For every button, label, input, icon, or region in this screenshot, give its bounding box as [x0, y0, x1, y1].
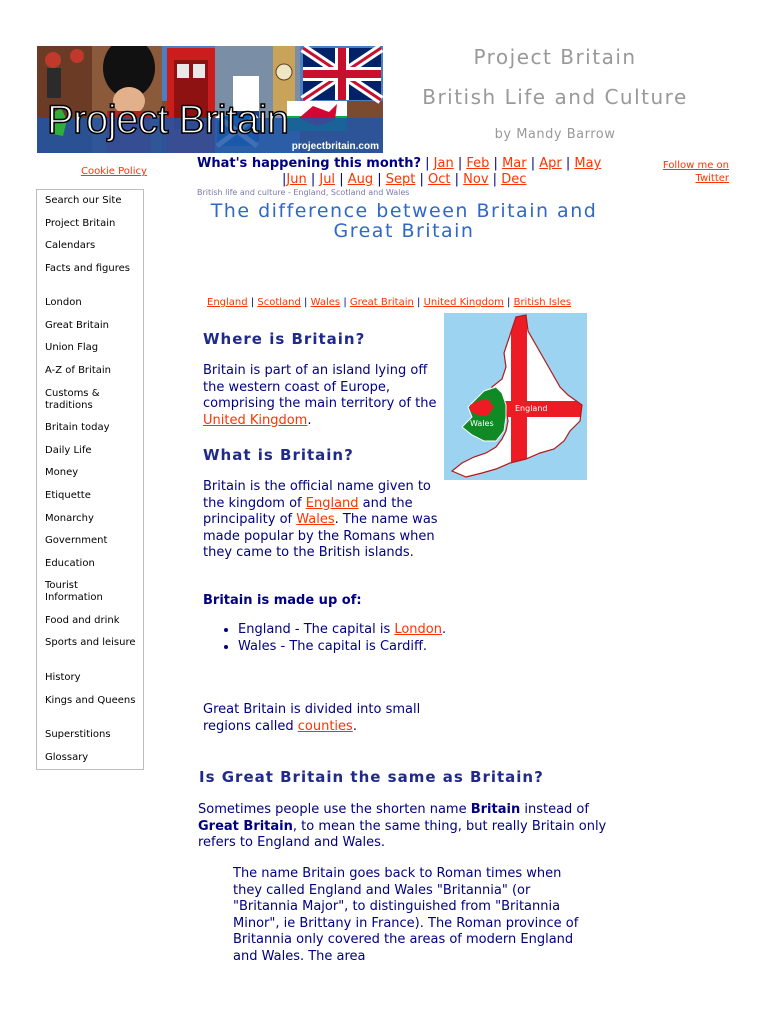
- month-link-jun[interactable]: Jun: [286, 172, 307, 187]
- months-nav-row2: |Jun | Jul | Aug | Sept | Oct | Nov | Dec: [282, 172, 527, 187]
- month-link-feb[interactable]: Feb: [466, 156, 490, 171]
- map-label-wales: Wales: [470, 419, 494, 428]
- list-item: [238, 622, 448, 639]
- where-text: Britain is part of an island lying off the western coast of Europe, comprising the main territory of the: [203, 363, 437, 411]
- england-wales-map: [444, 313, 587, 480]
- sidebar-item-britain-today[interactable]: Britain today: [45, 422, 110, 433]
- section-link-england[interactable]: England: [207, 297, 248, 308]
- banner-logo-text: Project Britain: [47, 98, 289, 142]
- month-link-dec[interactable]: Dec: [501, 172, 527, 187]
- where-heading: Where is Britain?: [203, 330, 366, 348]
- sidebar-item-union-flag[interactable]: Union Flag: [45, 342, 99, 353]
- sidebar-item-daily-life[interactable]: Daily Life: [45, 445, 92, 456]
- counties-end: .: [352, 718, 357, 734]
- same-heading: Is Great Britain the same as Britain?: [199, 768, 544, 786]
- month-link-may[interactable]: May: [574, 156, 602, 171]
- cookie-policy-link[interactable]: Cookie Policy: [81, 166, 147, 177]
- site-title: Project Britain: [473, 45, 637, 69]
- counties-link[interactable]: counties: [297, 718, 353, 734]
- sidebar-item-kings[interactable]: Kings and Queens: [45, 695, 136, 706]
- sidebar-item-food[interactable]: Food and drink: [45, 615, 120, 626]
- project-britain-banner[interactable]: [37, 46, 383, 153]
- where-end: .: [307, 412, 312, 428]
- what-text-3: . The name was made popular by the Romans when they came to the British islands.: [203, 512, 438, 560]
- sidebar-item-tourist[interactable]: Tourist Information: [45, 580, 103, 603]
- sidebar-item-glossary[interactable]: Glossary: [45, 752, 89, 763]
- follow-twitter-link[interactable]: Follow me on Twitter: [662, 160, 729, 184]
- section-links: England | Scotland | Wales | Great Britain | United Kingdom | British Isles: [207, 297, 572, 308]
- tagline: British life and culture - England, Scotland and Wales: [197, 188, 410, 197]
- where-paragraph: [203, 363, 438, 429]
- sidebar-item-monarchy[interactable]: Monarchy: [45, 513, 94, 524]
- site-author: by Mandy Barrow: [494, 127, 616, 142]
- same-text-2: instead of: [520, 802, 589, 817]
- made-up-heading: Britain is made up of:: [203, 593, 362, 608]
- page-title: The difference between Britain and Great Britain: [210, 200, 598, 242]
- sidebar-item-history[interactable]: History: [45, 672, 81, 683]
- sidebar-item-london[interactable]: London: [45, 297, 82, 308]
- part-wales-text: Wales - The capital is Cardiff.: [238, 638, 428, 654]
- roman-paragraph: The name Britain goes back to Roman times when they called England and Wales "Britannia" (or "Britannia Major", to distinguished from "Britannia Minor", ie Brittany in France). The Roman province of Britannia only covered the areas of modern England and Wales. The area: [233, 866, 579, 964]
- months-nav-row1: What's happening this month? | Jan | Feb | Mar | Apr | May: [197, 156, 602, 171]
- map-label-england: England: [515, 404, 548, 413]
- same-bold-2: Great Britain: [198, 818, 293, 834]
- month-link-jan[interactable]: Jan: [433, 156, 454, 171]
- part-england-text: England - The capital is: [238, 622, 395, 637]
- sidebar-item-great-britain[interactable]: Great Britain: [45, 320, 109, 331]
- sidebar-item-search[interactable]: Search our Site: [45, 195, 122, 206]
- same-bold-1: Britain: [470, 802, 521, 817]
- what-text-2: and the principality of: [203, 495, 413, 527]
- wales-link[interactable]: Wales: [296, 512, 335, 527]
- section-link-united-kingdom[interactable]: United Kingdom: [423, 297, 504, 308]
- part-england-end: .: [442, 622, 447, 637]
- what-paragraph: [203, 479, 438, 562]
- month-link-oct[interactable]: Oct: [428, 172, 451, 187]
- month-link-jul[interactable]: Jul: [319, 172, 336, 187]
- sidebar-item-facts[interactable]: Facts and figures: [45, 263, 130, 274]
- what-heading: What is Britain?: [203, 446, 354, 464]
- counties-paragraph: [203, 702, 438, 735]
- month-link-apr[interactable]: Apr: [539, 156, 562, 171]
- england-link[interactable]: England: [305, 495, 359, 511]
- what-text-1: Britain is the official name given to the kingdom of: [203, 479, 431, 511]
- sidebar-item-a-z[interactable]: A-Z of Britain: [45, 365, 111, 376]
- site-subtitle: British Life and Culture: [422, 85, 688, 109]
- month-link-aug[interactable]: Aug: [347, 172, 374, 187]
- sidebar-item-etiquette[interactable]: Etiquette: [45, 490, 91, 501]
- month-link-mar[interactable]: Mar: [502, 156, 527, 171]
- sidebar-item-government[interactable]: Government: [45, 535, 108, 546]
- counties-text: Great Britain is divided into small regions called: [203, 702, 421, 734]
- sidebar-item-sports[interactable]: Sports and leisure: [45, 637, 136, 648]
- banner-url-text: projectbritain.com: [291, 141, 379, 152]
- sidebar-item-calendars[interactable]: Calendars: [45, 240, 96, 251]
- month-link-sept[interactable]: Sept: [385, 172, 416, 187]
- sidebar-item-education[interactable]: Education: [45, 558, 95, 569]
- united-kingdom-link[interactable]: United Kingdom: [203, 412, 308, 428]
- parts-list: [220, 622, 448, 655]
- sidebar-nav: [36, 189, 144, 770]
- same-paragraph: [198, 802, 608, 852]
- sidebar-item-project-britain[interactable]: Project Britain: [45, 218, 116, 229]
- sidebar-item-superstitions[interactable]: Superstitions: [45, 729, 111, 740]
- list-item: [238, 639, 448, 656]
- sidebar-item-customs[interactable]: Customs & traditions: [45, 388, 100, 411]
- section-link-great-britain[interactable]: Great Britain: [349, 297, 414, 308]
- same-text-3: , to mean the same thing, but really Britain only refers to England and Wales.: [198, 818, 607, 850]
- section-link-scotland[interactable]: Scotland: [257, 297, 301, 308]
- months-label: What's happening this month?: [197, 156, 422, 171]
- same-text-1: Sometimes people use the shorten name: [198, 802, 471, 817]
- london-link[interactable]: London: [394, 622, 442, 637]
- sidebar-item-money[interactable]: Money: [45, 467, 79, 478]
- section-link-british-isles[interactable]: British Isles: [513, 297, 572, 308]
- section-link-wales[interactable]: Wales: [310, 297, 341, 308]
- month-link-nov[interactable]: Nov: [463, 172, 489, 187]
